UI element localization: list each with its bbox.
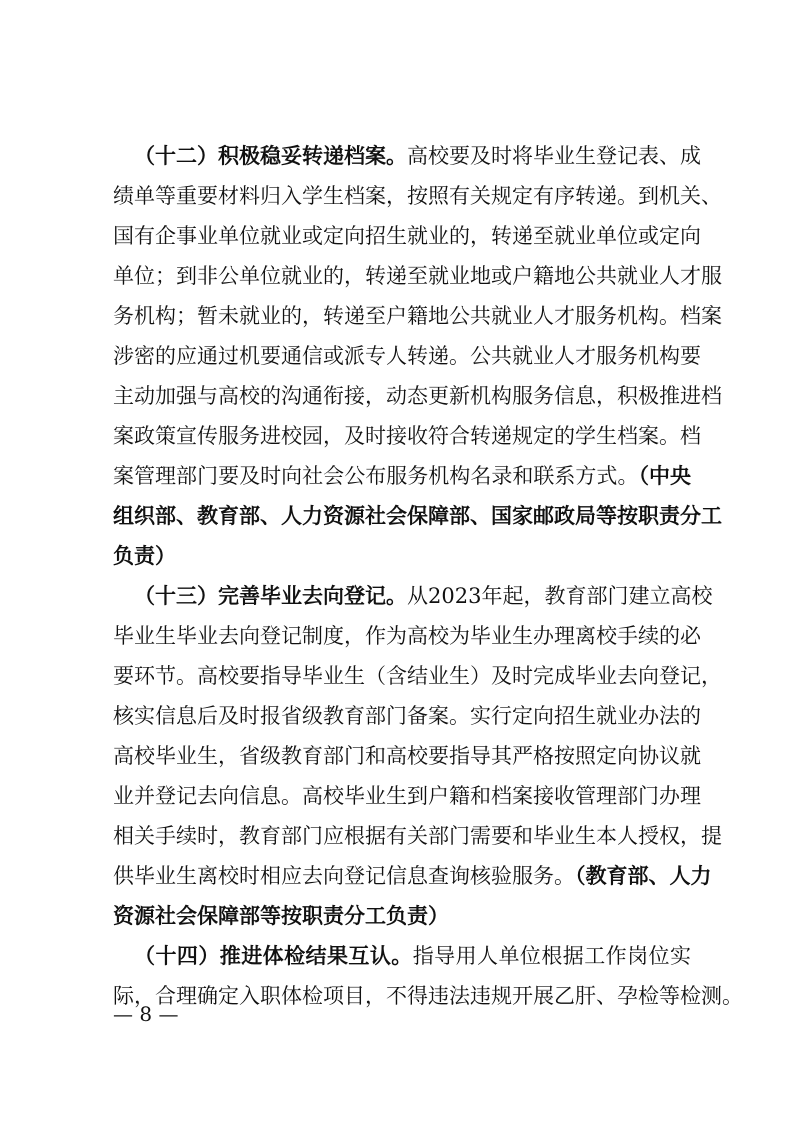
section13-line-4: 核实信息后及时报省级教育部门备案。实行定向招生就业办法的 (113, 704, 701, 728)
section12-line-6: 涉密的应通过机要通信或派专人转递。公共就业人才服务机构要 (113, 344, 701, 368)
section13-responsible-start: （教育部、人力 (575, 863, 712, 888)
section13-line-7: 相关手续时，教育部门应根据有关部门需要和毕业生本人授权，提 (113, 824, 722, 848)
section12-line-1 (134, 136, 701, 176)
section12-heading: （十二）积极稳妥转递档案。 (134, 143, 407, 168)
section14-line-1 (134, 936, 691, 976)
section12-line-7: 主动加强与高校的沟通衔接，动态更新机构服务信息，积极推进档 (113, 384, 722, 408)
section13-line-8 (113, 856, 712, 896)
section13-line-9: 资源社会保障部等按职责分工负责） (113, 903, 449, 928)
section12-line-1-text: 高校要及时将毕业生登记表、成 (407, 144, 701, 168)
section13-line-2: 毕业生毕业去向登记制度，作为高校为毕业生办理离校手续的必 (113, 624, 701, 648)
section13-line-5: 高校毕业生，省级教育部门和高校要指导其严格按照定向协议就 (113, 744, 701, 768)
section14-line-2: 际，合理确定入职体检项目，不得违法违规开展乙肝、孕检等检测。 (113, 984, 743, 1008)
section12-line-9 (113, 456, 691, 496)
page-number: — 8 — (113, 1002, 179, 1026)
section12-responsible-start: （中央 (638, 463, 692, 488)
section12-line-9-text: 案管理部门要及时向社会公布服务机构名录和联系方式。 (113, 464, 639, 488)
section14-line-1-text: 指导用人单位根据工作岗位实 (412, 944, 691, 968)
section12-line-10: 组织部、教育部、人力资源社会保障部、国家邮政局等按职责分工 (113, 503, 722, 528)
section13-heading: （十三）完善毕业去向登记。 (134, 583, 407, 608)
section13-line-8-text: 供毕业生离校时相应去向登记信息查询核验服务。 (113, 864, 575, 888)
section12-line-2: 绩单等重要材料归入学生档案，按照有关规定有序转递。到机关、 (113, 184, 722, 208)
section12-line-5: 务机构；暂未就业的，转递至户籍地公共就业人才服务机构。档案 (113, 304, 722, 328)
section13-line-1 (134, 576, 713, 616)
section12-line-4: 单位；到非公单位就业的，转递至就业地或户籍地公共就业人才服 (113, 264, 722, 288)
section12-line-8: 案政策宣传服务进校园，及时接收符合转递规定的学生档案。档 (113, 424, 701, 448)
section13-line-1-text: 从2023年起，教育部门建立高校 (407, 584, 713, 608)
section12-line-11: 负责） (113, 543, 176, 568)
section14-heading: （十四）推进体检结果互认。 (134, 943, 413, 968)
section13-line-6: 业并登记去向信息。高校毕业生到户籍和档案接收管理部门办理 (113, 784, 701, 808)
section13-line-3: 要环节。高校要指导毕业生（含结业生）及时完成毕业去向登记， (113, 664, 722, 688)
section12-line-3: 国有企事业单位就业或定向招生就业的，转递至就业单位或定向 (113, 224, 701, 248)
